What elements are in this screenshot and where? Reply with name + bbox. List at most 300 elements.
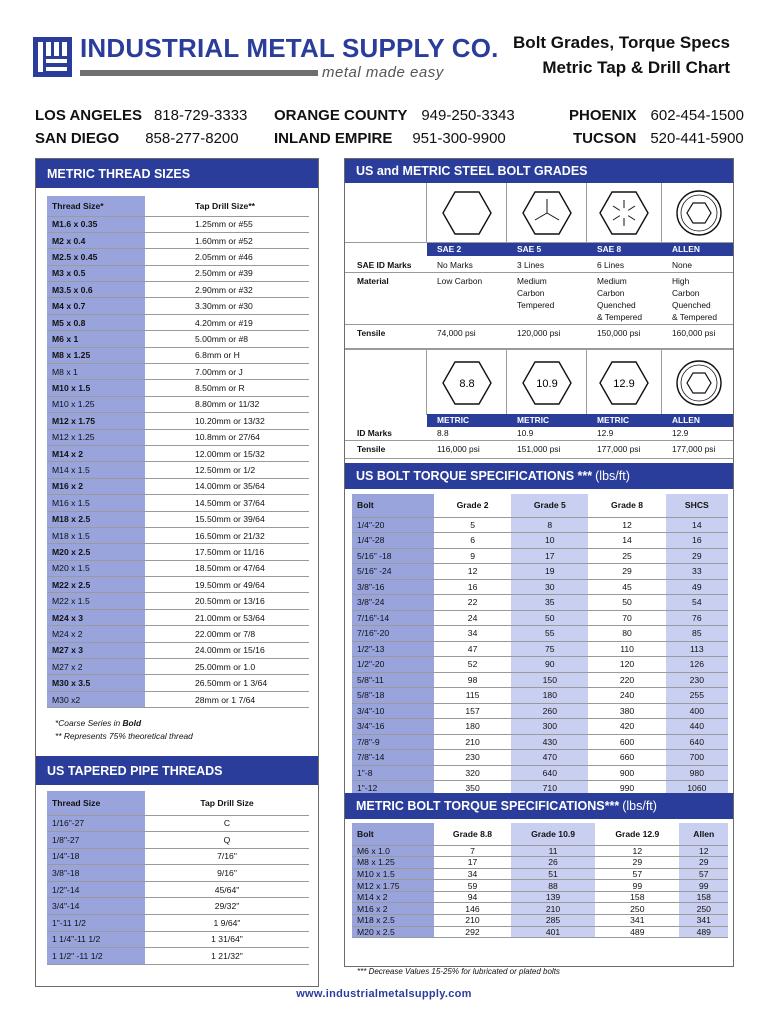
pipe-tap-drill-cell: 1 9/64"	[145, 915, 309, 932]
table-row	[47, 948, 309, 965]
pipe-tap-drill-cell: 9/16"	[145, 865, 309, 882]
torque-value-cell: 341	[679, 915, 728, 927]
torque-value-cell: 5	[434, 517, 511, 533]
table-row	[47, 298, 309, 314]
table-row	[47, 881, 309, 898]
tap-drill-cell: 24.00mm or 15/16	[145, 642, 309, 658]
grade-row-label: Tensile	[357, 444, 386, 454]
thread-size-cell: M27 x 3	[47, 642, 145, 658]
table-row	[47, 848, 309, 865]
pipe-thread-size-cell: 1/2"-14	[47, 881, 145, 898]
torque-value-cell: 700	[666, 750, 728, 766]
torque-value-cell: 16	[666, 533, 728, 549]
table-row	[47, 560, 309, 576]
table-row	[47, 249, 309, 265]
bolt-size-cell: 5/8"-11	[352, 672, 434, 688]
torque-value-cell: 14	[588, 533, 665, 549]
table-row	[47, 609, 309, 625]
contact-orange-county: ORANGE COUNTY 949-250-3343	[274, 107, 515, 124]
table-row	[47, 413, 309, 429]
grade-row-value: 116,000 psi	[437, 444, 480, 454]
grade-row-value: High Carbon Quenched & Tempered	[672, 276, 718, 322]
metric-109-bolt-icon	[507, 350, 587, 415]
torque-value-cell: 250	[679, 903, 728, 915]
table-row	[352, 750, 728, 766]
thread-size-cell: M30 x2	[47, 691, 145, 707]
metric-torque-header: METRIC BOLT TORQUE SPECIFICATIONS*** (lbs/ft)	[345, 793, 733, 819]
torque-value-cell: 85	[666, 626, 728, 642]
torque-value-cell: 16	[434, 579, 511, 595]
tap-drill-cell: 1.60mm or #52	[145, 232, 309, 248]
tap-drill-cell: 5.00mm or #8	[145, 331, 309, 347]
metric-grade-labels: METRIC METRIC METRIC ALLEN	[427, 414, 733, 427]
torque-value-cell: 220	[588, 672, 665, 688]
table-row	[47, 527, 309, 543]
table-row	[47, 593, 309, 609]
bolt-size-cell: 3/8"-16	[352, 579, 434, 595]
us-torque-header: US BOLT TORQUE SPECIFICATIONS *** (lbs/ft)	[345, 463, 733, 489]
sae-grade-labels: SAE 2 SAE 5 SAE 8 ALLEN	[427, 243, 733, 256]
torque-value-cell: 139	[511, 891, 595, 903]
thread-size-cell: M10 x 1.5	[47, 380, 145, 396]
bolt-size-cell: M10 x 1.5	[352, 868, 434, 880]
sae5-bolt-icon	[507, 183, 587, 243]
thread-size-cell: M20 x 2.5	[47, 544, 145, 560]
torque-value-cell: 320	[434, 765, 511, 781]
title-line-2: Metric Tap & Drill Chart	[542, 58, 730, 77]
metric-allen-bolt-icon	[662, 350, 735, 415]
table-row	[352, 903, 728, 915]
grade-row	[345, 257, 733, 273]
torque-value-cell: 50	[511, 610, 588, 626]
table-row	[47, 626, 309, 642]
table-row	[352, 579, 728, 595]
table-row	[352, 857, 728, 869]
table-row	[47, 915, 309, 932]
tap-drill-cell: 22.00mm or 7/8	[145, 626, 309, 642]
tap-drill-cell: 14.00mm or 35/64	[145, 478, 309, 494]
thread-size-cell: M2.5 x 0.45	[47, 249, 145, 265]
tap-drill-cell: 21.00mm or 53/64	[145, 609, 309, 625]
metric-icon-row	[345, 349, 733, 414]
table-row	[47, 380, 309, 396]
bolt-size-cell: M16 x 2	[352, 903, 434, 915]
grade-row	[345, 441, 733, 459]
tap-drill-cell: 18.50mm or 47/64	[145, 560, 309, 576]
grade-row-value: 12.9	[597, 428, 614, 438]
torque-value-cell: 900	[588, 765, 665, 781]
torque-value-cell: 660	[588, 750, 665, 766]
thread-size-cell: M18 x 1.5	[47, 527, 145, 543]
bolt-size-cell: 1"-8	[352, 765, 434, 781]
torque-value-cell: 300	[511, 719, 588, 735]
table-row	[352, 926, 728, 938]
column-header: Bolt	[352, 823, 434, 845]
grade-row-value: 8.8	[437, 428, 449, 438]
bolt-size-cell: M18 x 2.5	[352, 915, 434, 927]
torque-value-cell: 440	[666, 719, 728, 735]
torque-value-cell: 150	[511, 672, 588, 688]
table-row	[352, 564, 728, 580]
grade-row-value: 74,000 psi	[437, 328, 476, 338]
table-row	[47, 232, 309, 248]
thread-size-cell: M14 x 2	[47, 445, 145, 461]
website-link[interactable]: www.industrialmetalsupply.com	[296, 988, 472, 1000]
grade-row-value: 160,000 psi	[672, 328, 716, 338]
table-row	[352, 688, 728, 704]
metric-thread-sizes-header: METRIC THREAD SIZES	[36, 159, 318, 188]
table-row	[47, 691, 309, 707]
tap-drill-cell: 17.50mm or 11/16	[145, 544, 309, 560]
metric-torque-table	[352, 823, 728, 938]
torque-value-cell: 350	[434, 781, 511, 797]
grade-row-label: Tensile	[357, 328, 386, 338]
column-header: Grade 5	[511, 494, 588, 517]
right-panel	[344, 158, 734, 967]
pipe-tap-drill-cell: 7/16"	[145, 848, 309, 865]
torque-value-cell: 126	[666, 657, 728, 673]
torque-value-cell: 489	[679, 926, 728, 938]
contact-phoenix: PHOENIX 602-454-1500	[569, 107, 744, 124]
table-row	[47, 364, 309, 380]
grade-row-value: 151,000 psi	[517, 444, 561, 454]
bolt-size-cell: 1/2"-20	[352, 657, 434, 673]
bolt-size-cell: 7/8"-9	[352, 734, 434, 750]
pipe-tap-drill-cell: 1 21/32"	[145, 948, 309, 965]
bolt-size-cell: 1"-12	[352, 781, 434, 797]
table-row	[352, 548, 728, 564]
torque-value-cell: 57	[679, 868, 728, 880]
torque-value-cell: 17	[434, 857, 511, 869]
table-row	[47, 429, 309, 445]
pipe-thread-size-cell: 1"-11 1/2	[47, 915, 145, 932]
torque-value-cell: 146	[434, 903, 511, 915]
title-line-1: Bolt Grades, Torque Specs	[513, 33, 730, 52]
thread-size-cell: M8 x 1.25	[47, 347, 145, 363]
torque-value-cell: 110	[588, 641, 665, 657]
pipe-threads-header: US TAPERED PIPE THREADS	[36, 756, 318, 785]
allen-bolt-icon	[662, 183, 735, 243]
torque-value-cell: 90	[511, 657, 588, 673]
thread-size-cell: M24 x 2	[47, 626, 145, 642]
bolt-size-cell: 7/8"-14	[352, 750, 434, 766]
tap-drill-cell: 10.20mm or 13/32	[145, 413, 309, 429]
pipe-thread-size-cell: 1/4"-18	[47, 848, 145, 865]
thread-size-cell: M2 x 0.4	[47, 232, 145, 248]
torque-value-cell: 8	[511, 517, 588, 533]
contact-tucson: TUCSON 520-441-5900	[573, 130, 744, 147]
table-row	[47, 396, 309, 412]
torque-value-cell: 94	[434, 891, 511, 903]
sae-icon-row	[345, 183, 733, 243]
company-tagline: metal made easy	[322, 64, 444, 81]
table-row	[47, 815, 309, 832]
grade-row-value: Low Carbon	[437, 276, 483, 286]
thread-size-cell: M22 x 2.5	[47, 577, 145, 593]
torque-value-cell: 980	[666, 765, 728, 781]
table-row	[47, 265, 309, 281]
thread-size-cell: M16 x 1.5	[47, 495, 145, 511]
torque-lubrication-note: *** Decrease Values 15-25% for lubricated or plated bolts	[357, 967, 560, 976]
torque-value-cell: 50	[588, 595, 665, 611]
torque-value-cell: 47	[434, 641, 511, 657]
thread-size-cell: M18 x 2.5	[47, 511, 145, 527]
metric-thread-table	[47, 196, 309, 708]
torque-value-cell: 180	[511, 688, 588, 704]
torque-value-cell: 33	[666, 564, 728, 580]
bolt-size-cell: M14 x 2	[352, 891, 434, 903]
torque-value-cell: 210	[434, 915, 511, 927]
table-row	[352, 657, 728, 673]
bolt-size-cell: 3/8"-24	[352, 595, 434, 611]
thread-size-cell: M4 x 0.7	[47, 298, 145, 314]
thread-size-cell: M8 x 1	[47, 364, 145, 380]
thread-size-header: Thread Size*	[47, 196, 145, 216]
table-row	[352, 845, 728, 857]
thread-size-cell: M24 x 3	[47, 609, 145, 625]
bolt-size-cell: 1/4"-28	[352, 533, 434, 549]
tap-drill-cell: 10.8mm or 27/64	[145, 429, 309, 445]
grade-row	[345, 425, 733, 441]
table-row	[47, 659, 309, 675]
left-panel	[35, 158, 319, 987]
torque-value-cell: 260	[511, 703, 588, 719]
column-header: Grade 12.9	[595, 823, 679, 845]
tap-drill-cell: 3.30mm or #30	[145, 298, 309, 314]
torque-value-cell: 25	[588, 548, 665, 564]
torque-value-cell: 75	[511, 641, 588, 657]
sae2-bolt-icon	[427, 183, 507, 243]
tap-drill-cell: 4.20mm or #19	[145, 314, 309, 330]
bolt-size-cell: 5/16" -24	[352, 564, 434, 580]
thread-percent-footnote: ** Represents 75% theoretical thread	[55, 731, 193, 741]
torque-value-cell: 11	[511, 845, 595, 857]
table-row	[47, 282, 309, 298]
table-row	[352, 595, 728, 611]
thread-size-cell: M5 x 0.8	[47, 314, 145, 330]
table-row	[352, 719, 728, 735]
table-row	[47, 511, 309, 527]
thread-size-cell: M12 x 1.25	[47, 429, 145, 445]
pipe-tap-drill-cell: 29/32"	[145, 898, 309, 915]
bolt-size-cell: M12 x 1.75	[352, 880, 434, 892]
grade-row-value: No Marks	[437, 260, 473, 270]
bolt-grades-header: US and METRIC STEEL BOLT GRADES	[345, 159, 733, 183]
grade-row-value: 177,000 psi	[672, 444, 716, 454]
torque-value-cell: 210	[511, 903, 595, 915]
pipe-tap-drill-cell: 45/64"	[145, 881, 309, 898]
table-row	[47, 445, 309, 461]
tap-drill-cell: 19.50mm or 49/64	[145, 577, 309, 593]
torque-value-cell: 49	[666, 579, 728, 595]
tap-drill-cell: 2.05mm or #46	[145, 249, 309, 265]
torque-value-cell: 52	[434, 657, 511, 673]
torque-value-cell: 380	[588, 703, 665, 719]
torque-value-cell: 88	[511, 880, 595, 892]
grade-row-value: 6 Lines	[597, 260, 625, 270]
table-row	[47, 347, 309, 363]
grade-row-value: 12.9	[672, 428, 689, 438]
table-row	[47, 544, 309, 560]
bolt-size-cell: 1/4"-20	[352, 517, 434, 533]
torque-value-cell: 489	[595, 926, 679, 938]
table-row	[352, 703, 728, 719]
table-row	[352, 517, 728, 533]
thread-footnotes	[55, 717, 193, 743]
torque-value-cell: 29	[666, 548, 728, 564]
grade-row-value: None	[672, 260, 693, 270]
grade-row-value: 3 Lines	[517, 260, 545, 270]
torque-value-cell: 12	[434, 564, 511, 580]
bolt-size-cell: M6 x 1.0	[352, 845, 434, 857]
tap-drill-cell: 2.50mm or #39	[145, 265, 309, 281]
column-header: SHCS	[666, 494, 728, 517]
pipe-tap-drill-cell: Q	[145, 832, 309, 849]
thread-size-cell: M30 x 3.5	[47, 675, 145, 691]
bolt-size-cell: 5/8"-18	[352, 688, 434, 704]
torque-value-cell: 430	[511, 734, 588, 750]
column-header: Grade 8.8	[434, 823, 511, 845]
tap-drill-cell: 2.90mm or #32	[145, 282, 309, 298]
torque-value-cell: 7	[434, 845, 511, 857]
grade-row-value: Medium Carbon Quenched & Tempered	[597, 276, 643, 322]
column-header: Bolt	[352, 494, 434, 517]
torque-value-cell: 113	[666, 641, 728, 657]
table-row	[352, 891, 728, 903]
bolt-size-cell: 5/16" -18	[352, 548, 434, 564]
tap-drill-cell: 12.50mm or 1/2	[145, 462, 309, 478]
torque-value-cell: 292	[434, 926, 511, 938]
bolt-size-cell: M20 x 2.5	[352, 926, 434, 938]
thread-size-cell: M10 x 1.25	[47, 396, 145, 412]
thread-size-cell: M27 x 2	[47, 659, 145, 675]
torque-value-cell: 34	[434, 868, 511, 880]
contact-inland-empire: INLAND EMPIRE 951-300-9900	[274, 130, 506, 147]
torque-value-cell: 158	[595, 891, 679, 903]
pipe-tap-drill-cell: C	[145, 815, 309, 832]
table-row	[352, 915, 728, 927]
tap-drill-cell: 1.25mm or #55	[145, 216, 309, 232]
table-row	[47, 478, 309, 494]
torque-value-cell: 230	[666, 672, 728, 688]
torque-value-cell: 420	[588, 719, 665, 735]
tap-drill-cell: 8.50mm or R	[145, 380, 309, 396]
svg-text:10.9: 10.9	[535, 377, 558, 390]
sae8-bolt-icon	[587, 183, 662, 243]
tap-drill-cell: 20.50mm or 13/16	[145, 593, 309, 609]
thread-size-cell: M20 x 1.5	[47, 560, 145, 576]
pipe-thread-size-cell: 3/8"-18	[47, 865, 145, 882]
table-row	[352, 533, 728, 549]
pipe-thread-size-cell: 1/8"-27	[47, 832, 145, 849]
thread-size-cell: M1.6 x 0.35	[47, 216, 145, 232]
torque-value-cell: 180	[434, 719, 511, 735]
torque-value-cell: 19	[511, 564, 588, 580]
torque-value-cell: 26	[511, 857, 595, 869]
tap-drill-cell: 26.50mm or 1 3/64	[145, 675, 309, 691]
thread-size-cell: M22 x 1.5	[47, 593, 145, 609]
torque-value-cell: 22	[434, 595, 511, 611]
svg-text:8.8: 8.8	[458, 377, 475, 390]
bolt-size-cell: 7/16"-20	[352, 626, 434, 642]
metric-129-bolt-icon	[587, 350, 662, 415]
table-row	[47, 898, 309, 915]
tap-drill-cell: 7.00mm or J	[145, 364, 309, 380]
contact-san-diego: SAN DIEGO 858-277-8200	[35, 130, 239, 147]
pipe-thread-size-cell: 3/4"-14	[47, 898, 145, 915]
torque-value-cell: 14	[666, 517, 728, 533]
torque-value-cell: 45	[588, 579, 665, 595]
table-row	[47, 216, 309, 232]
torque-value-cell: 24	[434, 610, 511, 626]
contact-los-angeles: LOS ANGELES 818-729-3333	[35, 107, 248, 124]
bolt-size-cell: 1/2"-13	[352, 641, 434, 657]
us-torque-table	[352, 494, 728, 797]
bolt-size-cell: 7/16"-14	[352, 610, 434, 626]
torque-value-cell: 115	[434, 688, 511, 704]
table-row	[47, 495, 309, 511]
torque-value-cell: 99	[679, 880, 728, 892]
grade-row-value: 10.9	[517, 428, 534, 438]
table-row	[47, 931, 309, 948]
table-row	[352, 641, 728, 657]
company-logo	[33, 37, 72, 77]
tap-drill-cell: 14.50mm or 37/64	[145, 495, 309, 511]
column-header: Allen	[679, 823, 728, 845]
bolt-size-cell: M8 x 1.25	[352, 857, 434, 869]
torque-value-cell: 640	[511, 765, 588, 781]
torque-value-cell: 59	[434, 880, 511, 892]
torque-value-cell: 10	[511, 533, 588, 549]
torque-value-cell: 80	[588, 626, 665, 642]
torque-value-cell: 710	[511, 781, 588, 797]
torque-value-cell: 12	[595, 845, 679, 857]
table-row	[47, 314, 309, 330]
torque-value-cell: 98	[434, 672, 511, 688]
thread-size-cell: M14 x 1.5	[47, 462, 145, 478]
table-row	[47, 832, 309, 849]
thread-size-cell: M16 x 2	[47, 478, 145, 494]
tap-drill-cell: 28mm or 1 7/64	[145, 691, 309, 707]
table-row	[352, 672, 728, 688]
torque-value-cell: 240	[588, 688, 665, 704]
torque-value-cell: 29	[679, 857, 728, 869]
table-row	[47, 577, 309, 593]
column-header: Grade 2	[434, 494, 511, 517]
grade-row	[345, 325, 733, 349]
torque-value-cell: 157	[434, 703, 511, 719]
torque-value-cell: 6	[434, 533, 511, 549]
brand-divider	[80, 70, 318, 76]
pipe-thread-table	[47, 791, 309, 965]
torque-value-cell: 470	[511, 750, 588, 766]
torque-value-cell: 990	[588, 781, 665, 797]
torque-value-cell: 99	[595, 880, 679, 892]
torque-value-cell: 51	[511, 868, 595, 880]
torque-value-cell: 9	[434, 548, 511, 564]
thread-size-cell: M12 x 1.75	[47, 413, 145, 429]
torque-value-cell: 35	[511, 595, 588, 611]
document-title	[513, 30, 730, 80]
table-row	[352, 734, 728, 750]
tap-drill-cell: 8.80mm or 11/32	[145, 396, 309, 412]
tap-drill-header: Tap Drill Size**	[145, 196, 309, 216]
tap-drill-cell: 25.00mm or 1.0	[145, 659, 309, 675]
torque-value-cell: 76	[666, 610, 728, 626]
table-row	[352, 610, 728, 626]
torque-value-cell: 55	[511, 626, 588, 642]
company-name: INDUSTRIAL METAL SUPPLY CO.	[80, 33, 499, 63]
